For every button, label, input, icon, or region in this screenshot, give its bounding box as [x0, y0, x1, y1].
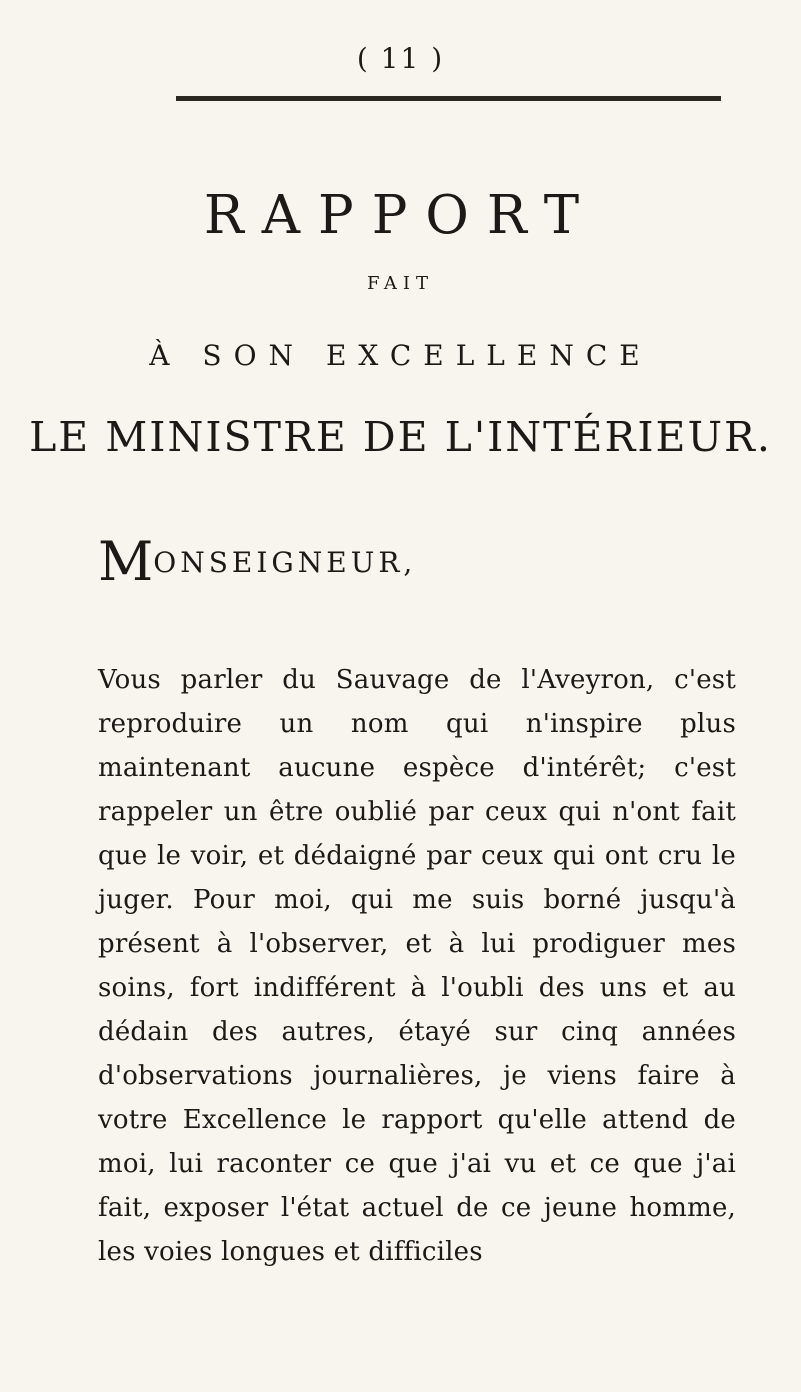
report-title: RAPPORT [203, 184, 598, 246]
page-number: ( 11 ) [356, 42, 445, 75]
decorative-rule [176, 96, 721, 101]
salutation-initial: M [98, 530, 154, 593]
addressee-line: À SON EXCELLENCE [149, 339, 652, 372]
minister-line: LE MINISTRE DE L'INTÉRIEUR. [29, 413, 772, 461]
salutation-text: ONSEIGNEUR, [153, 546, 417, 579]
letter-body: Vous parler du Sauvage de l'Aveyron, c'est reproduire un nom qui n'inspire plus maintenant aucune espèce d'intérêt; c'est rappeler un être oublié par ceux qui n'ont fait que le voir, et dédaigné par ceux qui ont cru le juger. Pour moi, qui me suis borné jusqu'à présent à l'observer, et à lui prodiguer mes soins, fort indifférent à l'oubli des uns et au dédain des autres, étayé sur cinq années d'observations journalières, je viens faire à votre Excellence le rapport qu'elle attend de moi, lui raconter ce que j'ai vu et ce que j'ai fait, exposer l'état actuel de ce jeune homme, les voies longues et difficiles [98, 665, 736, 1267]
report-subtitle: FAIT [366, 273, 435, 294]
salutation [98, 530, 417, 593]
